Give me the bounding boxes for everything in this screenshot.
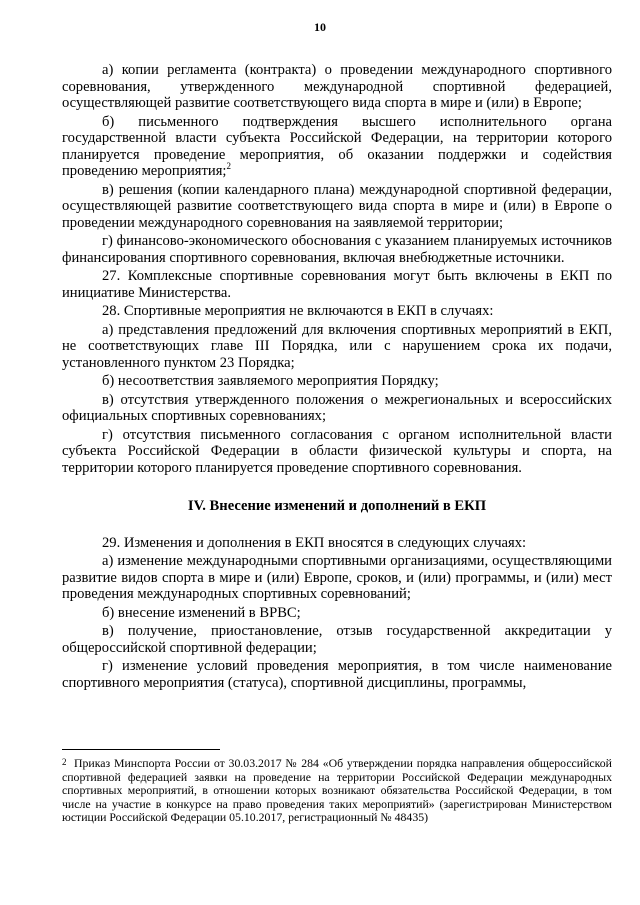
paragraph-28-exclusions: 28. Спортивные мероприятия не включаются в ЕКП в случаях: — [102, 303, 494, 319]
paragraph-29-item-b: б) внесение изменений в ВРВС; — [102, 604, 301, 621]
paragraph-28-item-v: в) отсутствия утвержденного положения о межрегиональных и всероссийских официальных спортивных соревнованиях; — [62, 391, 612, 424]
document-body — [62, 62, 612, 693]
paragraph-27-complex-competitions: 27. Комплексные спортивные соревнования могут быть включены в ЕКП по инициативе Министерства. — [62, 268, 612, 301]
paragraph-29-item-v: в) получение, приостановление, отзыв государственной аккредитации у общероссийской спортивной федерации; — [62, 623, 612, 656]
paragraph-item-b-confirmation — [62, 114, 612, 180]
section-heading: IV. Внесение изменений и дополнений в ЕКП — [187, 498, 487, 514]
footnote-divider — [62, 749, 220, 750]
paragraph-28-item-g: г) отсутствия письменного согласования с органом исполнительной власти субъекта Российской Федерации в области физической культуры и спорта, на территории которого планируется проведение спортивного соревнования. — [62, 426, 612, 476]
footnote-text: Приказ Минспорта России от 30.03.2017 № 284 «Об утверждении порядка направления общероссийской спортивной федерацией заявки на проведение на территории Российской Федерации международных спортивных мероприятий, в отношении которых возникают обязательства Российской Федерации, в том числе на участие в конкурсе на право проведения таких мероприятий» (зарегистрирован Министерством юстиции Российской Федерации 05.10.2017, регистрационный № 48435) — [62, 756, 612, 825]
footnote-reference[interactable]: 2 — [226, 161, 231, 172]
paragraph-text: б) письменного подтверждения высшего исполнительного органа государственной власти субъекта Российской Федерации, на территории которого планируется проведение мероприятия, об оказании поддержки и содействия проведению мероприятия; — [62, 113, 612, 179]
paragraph-item-v-decision: в) решения (копии календарного плана) международной спортивной федерации, осуществляющей развитие соответствующего вида спорта в мире и (или) в Европе о проведении международного соревнования на заявляемой территории; — [62, 181, 612, 231]
paragraph-28-item-a: а) представления предложений для включения спортивных мероприятий в ЕКП, не соответствующих главе III Порядка, или с нарушением срока их подачи, установленного пунктом 23 Порядка; — [62, 321, 612, 371]
paragraph-item-g-financing: г) финансово-экономического обоснования с указанием планируемых источников финансирования спортивного соревнования, включая внебюджетные источники. — [62, 233, 612, 266]
paragraph-29-item-a: а) изменение международными спортивными организациями, осуществляющими развитие видов спорта в мире и (или) Европе, сроков, и (или) программы, и (или) мест проведения международных спортивных соревнований; — [62, 553, 612, 602]
footnote — [62, 757, 612, 825]
footnote-mark: 2 — [62, 757, 67, 767]
page-number: 10 — [314, 20, 326, 34]
paragraph-29-changes: 29. Изменения и дополнения в ЕКП вносятся в следующих случаях: — [102, 534, 527, 551]
paragraph-28-item-b: б) несоответствия заявляемого мероприятия Порядку; — [102, 373, 439, 389]
paragraph-29-item-g: г) изменение условий проведения мероприятия, в том числе наименование спортивного мероприятия (статуса), спортивной дисциплины, программы, — [62, 658, 612, 691]
paragraph-item-a-regulation: а) копии регламента (контракта) о проведении международного спортивного соревнования, утвержденного международной спортивной федерацией, осуществляющей развитие соответствующего вида спорта в мире и (или) в Европе; — [62, 62, 612, 111]
